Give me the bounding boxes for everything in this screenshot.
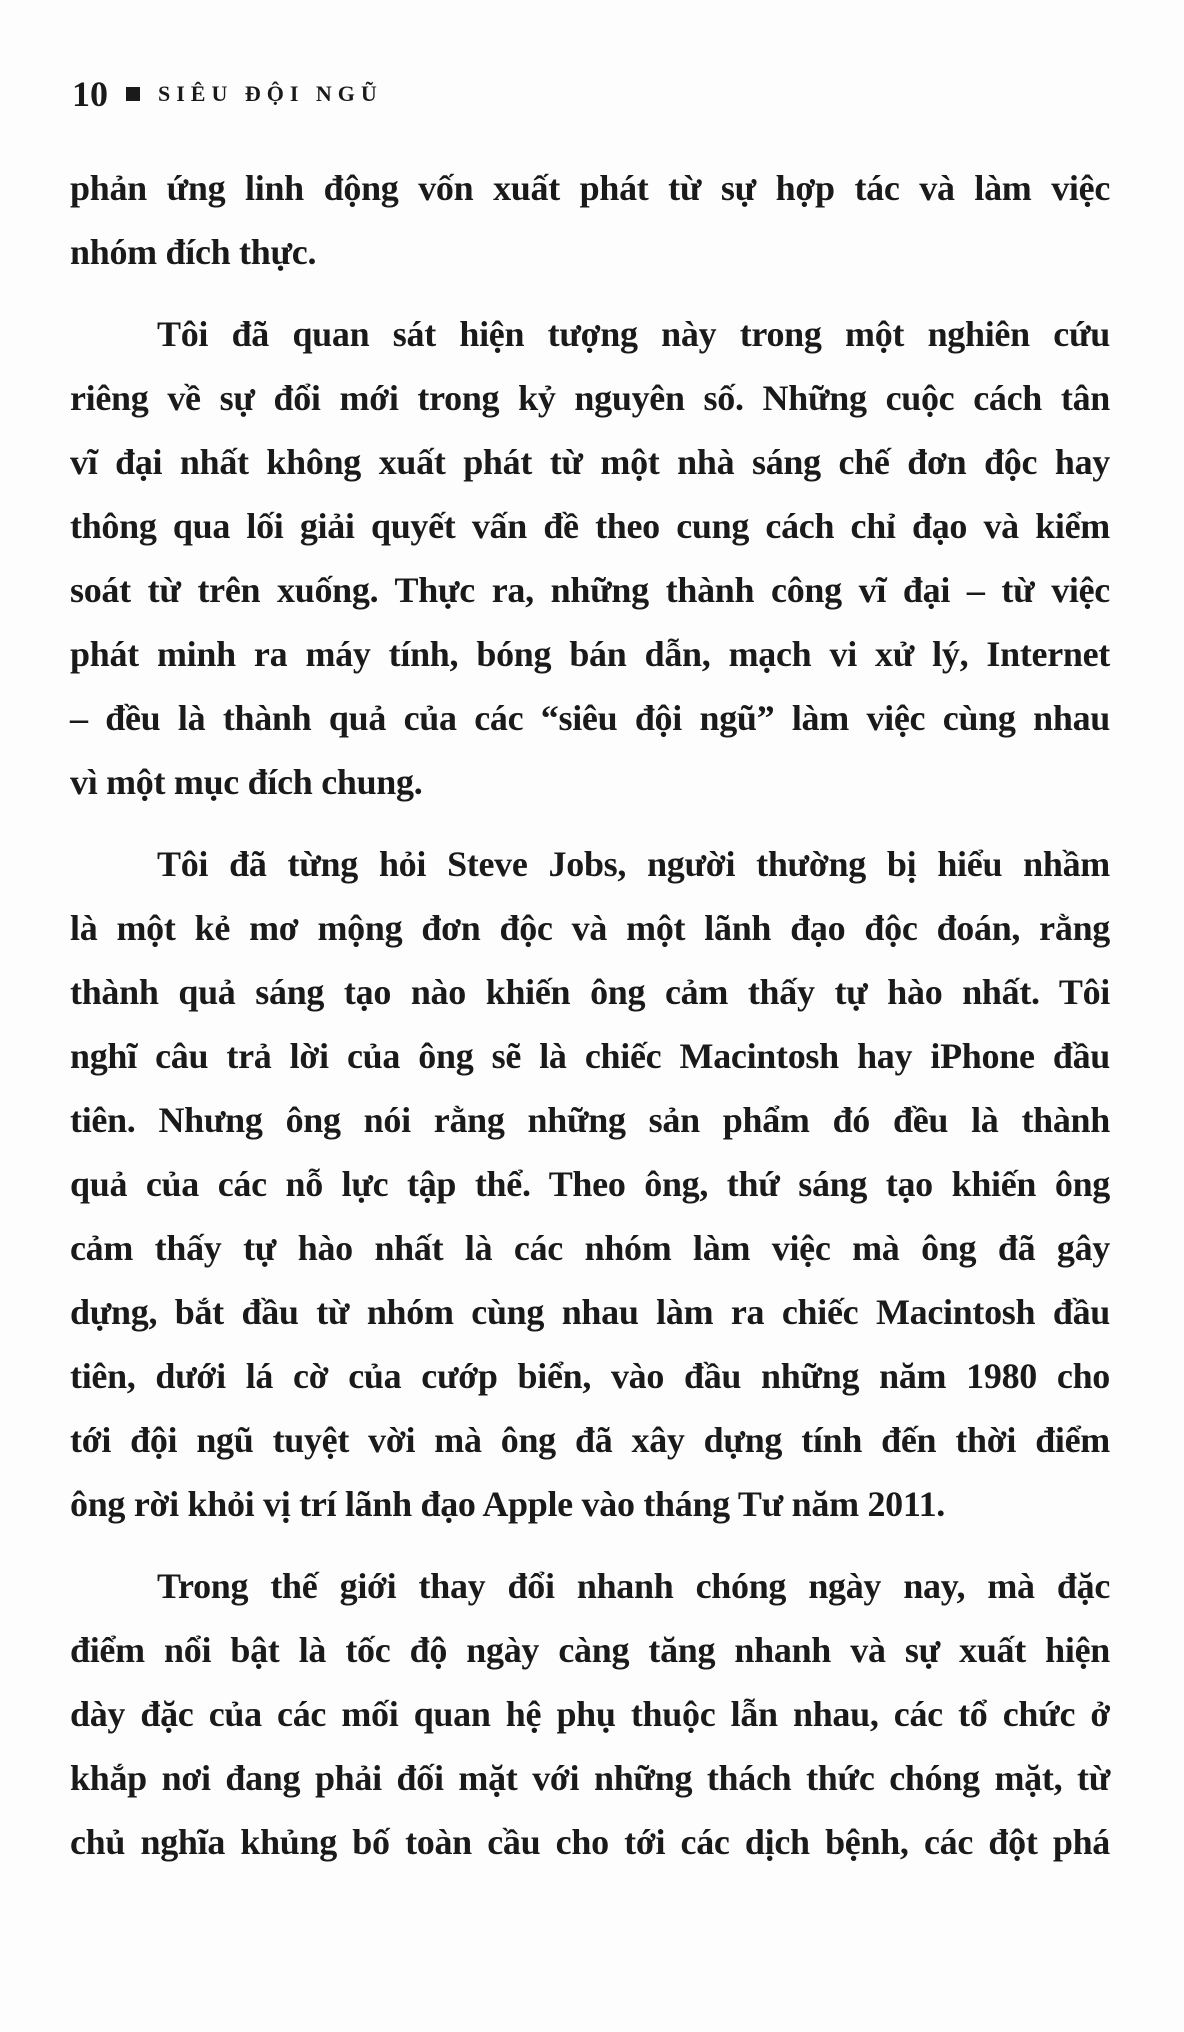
running-title: SIÊU ĐỘI NGŨ	[158, 81, 383, 106]
page-number: 10	[72, 74, 108, 114]
text-line: tiên. Nhưng ông nói rằng những sản phẩm đó đều là thành	[70, 1100, 1110, 1140]
square-bullet-icon	[126, 87, 140, 101]
text-line: khắp nơi đang phải đối mặt với những thách thức chóng mặt, từ	[70, 1758, 1110, 1798]
text-line: là một kẻ mơ mộng đơn độc và một lãnh đạo độc đoán, rằng	[70, 908, 1110, 948]
text-line: Trong thế giới thay đổi nhanh chóng ngày nay, mà đặc	[157, 1566, 1110, 1606]
text-line: – đều là thành quả của các “siêu đội ngũ” làm việc cùng nhau	[70, 698, 1110, 738]
text-line: tới đội ngũ tuyệt vời mà ông đã xây dựng tính đến thời điểm	[70, 1420, 1110, 1460]
text-line: thành quả sáng tạo nào khiến ông cảm thấy tự hào nhất. Tôi	[70, 972, 1110, 1012]
text-line: phản ứng linh động vốn xuất phát từ sự hợp tác và làm việc	[70, 168, 1110, 208]
text-line: phát minh ra máy tính, bóng bán dẫn, mạch vi xử lý, Internet	[70, 634, 1110, 674]
body-text	[70, 168, 1110, 1886]
text-line: cảm thấy tự hào nhất là các nhóm làm việc mà ông đã gây	[70, 1228, 1110, 1268]
text-line: tiên, dưới lá cờ của cướp biển, vào đầu những năm 1980 cho	[70, 1356, 1110, 1396]
text-line: nghĩ câu trả lời của ông sẽ là chiếc Macintosh hay iPhone đầu	[70, 1036, 1110, 1076]
text-line: soát từ trên xuống. Thực ra, những thành công vĩ đại – từ việc	[70, 570, 1110, 610]
text-line: ông rời khỏi vị trí lãnh đạo Apple vào tháng Tư năm 2011.	[70, 1484, 945, 1524]
running-head	[72, 74, 383, 114]
text-line: Tôi đã quan sát hiện tượng này trong một nghiên cứu	[157, 314, 1110, 354]
text-line: nhóm đích thực.	[70, 232, 317, 272]
text-line: điểm nổi bật là tốc độ ngày càng tăng nhanh và sự xuất hiện	[70, 1630, 1110, 1670]
text-line: chủ nghĩa khủng bố toàn cầu cho tới các dịch bệnh, các đột phá	[70, 1822, 1110, 1862]
text-line: dựng, bắt đầu từ nhóm cùng nhau làm ra chiếc Macintosh đầu	[70, 1292, 1110, 1332]
text-line: vĩ đại nhất không xuất phát từ một nhà sáng chế đơn độc hay	[70, 442, 1110, 482]
text-line: riêng về sự đổi mới trong kỷ nguyên số. Những cuộc cách tân	[70, 378, 1110, 418]
text-line: dày đặc của các mối quan hệ phụ thuộc lẫn nhau, các tổ chức ở	[70, 1694, 1110, 1734]
text-line: thông qua lối giải quyết vấn đề theo cung cách chỉ đạo và kiểm	[70, 506, 1110, 546]
text-line: vì một mục đích chung.	[70, 762, 423, 802]
text-line: quả của các nỗ lực tập thể. Theo ông, thứ sáng tạo khiến ông	[70, 1164, 1110, 1204]
text-line: Tôi đã từng hỏi Steve Jobs, người thường bị hiểu nhầm	[157, 844, 1110, 884]
